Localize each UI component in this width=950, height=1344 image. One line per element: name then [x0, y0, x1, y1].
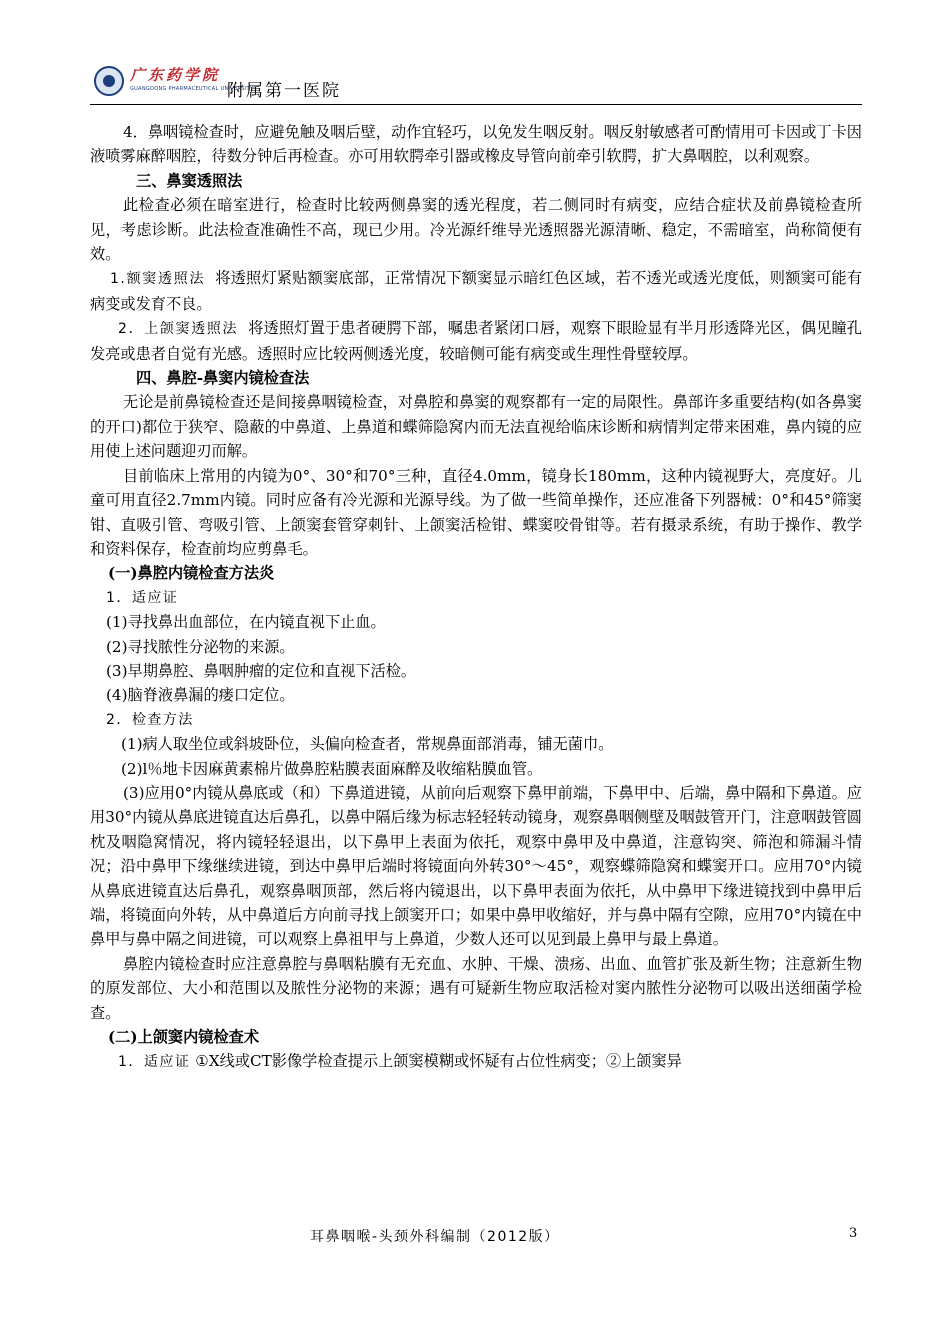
paragraph: (3)应用0°内镜从鼻底或（和）下鼻道进镜，从前向后观察下鼻甲前端，下鼻甲中、后端，鼻中隔和下鼻道。应用30°内镜从鼻底进镜直达后鼻孔，以鼻中隔后缘为标志轻轻转动镜身，观察鼻咽侧壁及咽鼓管开门，注意咽鼓管圆枕及咽隐窝情况，将内镜轻轻退出，以下鼻甲上表面为依托，观察中鼻甲及中鼻道，注意钩突、筛泡和筛漏斗情况；沿中鼻甲下缘继续进镜，到达中鼻甲后端时将镜面向外转30°～45°，观察蝶筛隐窝和蝶窦开口。应用70°内镜从鼻底进镜直达后鼻孔，观察鼻咽顶部，然后将内镜退出，以下鼻甲表面为依托，从中鼻甲下缘进镜找到中鼻甲后端，将镜面向外转，从中鼻道后方向前寻找上颌窦开口；如果中鼻甲收缩好，并与鼻中隔有空隙，应用70°内镜在中鼻甲与鼻中隔之间进镜，可以观察上鼻祖甲与上鼻道，少数人还可以见到最上鼻甲与最上鼻道。 — [90, 783, 862, 949]
list-item: (1)寻找鼻出血部位，在内镜直视下止血。 — [106, 613, 386, 632]
section-heading: 三、鼻窦透照法 — [136, 171, 243, 190]
list-item: (3)早期鼻腔、鼻咽肿瘤的定位和直视下活检。 — [106, 661, 417, 680]
inline-label: 1．适应证 — [118, 1054, 191, 1071]
page-number: 3 — [849, 1226, 858, 1241]
paragraph: 目前临床上常用的内镜为0°、30°和70°三种，直径4.0mm，镜身长180mm，这种内镜视野大，亮度好。儿童可用直径2.7mm内镜。同时应备有冷光源和光源导线。为了做一些简单操作，还应准备下列器械：0°和45°筛窦钳、直吸引管、弯吸引管、上颌窦套管穿刺针、上颌窦活检钳、蝶窦咬骨钳等。若有摄录系统，有助于操作、教学和资料保存，检查前均应剪鼻毛。 — [90, 466, 862, 558]
paragraph — [90, 266, 862, 316]
list-item: (4)脑脊液鼻漏的瘘口定位。 — [106, 686, 295, 705]
list-item: (2)寻找脓性分泌物的来源。 — [106, 637, 295, 656]
list-label: 2．检查方法 — [106, 711, 194, 728]
paragraph — [90, 316, 862, 366]
paragraph — [90, 1049, 862, 1074]
page-header — [90, 60, 862, 105]
inline-text: 将透照灯置于患者硬腭下部，嘱患者紧闭口唇，观察下眼睑显有半月形透降光区，偶见瞳孔发亮或患者自觉有光感。透照时应比较两侧透光度，较暗侧可能有病变或生理性骨壁较厚。 — [90, 319, 862, 363]
paragraph: 此检查必须在暗室进行，检查时比较两侧鼻窦的透光程度，若二侧同时有病变，应结合症状及前鼻镜检查所见，考虑诊断。此法检查准确性不高，现已少用。冷光源纤维导光透照器光源清晰、稳定，不需暗室，尚称简便有效。 — [90, 196, 862, 264]
paragraph: 鼻腔内镜检查时应注意鼻腔与鼻咽粘膜有无充血、水肿、干燥、溃疡、出血、血管扩张及新生物；注意新生物的原发部位、大小和范围以及脓性分泌物的来源；遇有可疑新生物应取活检对窦内脓性分泌物可以吸出送细菌学检查。 — [90, 954, 862, 1022]
list-item: (2)l％地卡因麻黄素棉片做鼻腔粘膜表面麻醉及收缩粘膜血管。 — [121, 759, 543, 778]
inline-text: ①X线或CT影像学检查提示上颌窦模糊或怀疑有占位性病变；②上颌窦异 — [195, 1052, 682, 1071]
list-label: 1．适应证 — [106, 589, 179, 606]
paragraph: 无论是前鼻镜检查还是间接鼻咽镜检查，对鼻腔和鼻窦的观察都有一定的局限性。鼻部许多重要结构(如各鼻窦的开口)都位于狭窄、隐蔽的中鼻道、上鼻道和蝶筛隐窝内而无法直视给临床诊断和病情判定带来困难，鼻内镜的应用使上述问题迎刃而解。 — [90, 393, 862, 461]
inline-label: 1.额窦透照法 — [110, 271, 206, 288]
paragraph: 4．鼻咽镜检查时，应避免触及咽后壁，动作宜轻巧，以免发生咽反射。咽反射敏感者可酌情用可卡因或丁卡因液喷雾麻醉咽腔，待数分钟后再检查。亦可用软腭牵引器或橡皮导管向前牵引软腭，扩大鼻咽腔，以利观察。 — [90, 123, 862, 166]
page-footer: 耳鼻咽喉-头颈外科编制（2012版） — [310, 1229, 560, 1245]
section-heading: 四、鼻腔-鼻窦内镜检查法 — [136, 369, 310, 388]
university-seal-icon — [94, 66, 124, 96]
university-logo-subtitle: GUANGDONG PHARMACEUTICAL UNIVERSITY — [130, 86, 254, 92]
university-logo-name: 广东药学院 — [130, 66, 221, 84]
subsection-heading: (一)鼻腔内镜检查方法炎 — [108, 564, 275, 583]
document-body — [90, 120, 862, 1075]
inline-text: 将透照灯紧贴额窦底部，正常情况下额窦显示暗红色区域，若不透光或透光度低，则额窦可能有病变或发育不良。 — [90, 269, 863, 313]
hospital-name: 附属第一医院 — [227, 81, 341, 101]
inline-label: 2．上颌窦透照法 — [118, 321, 239, 338]
list-item: (1)病人取坐位或斜坡卧位，头偏向检查者，常规鼻面部消毒，铺无菌巾。 — [121, 735, 614, 754]
subsection-heading: (二)上颌窦内镜检查术 — [108, 1028, 260, 1047]
